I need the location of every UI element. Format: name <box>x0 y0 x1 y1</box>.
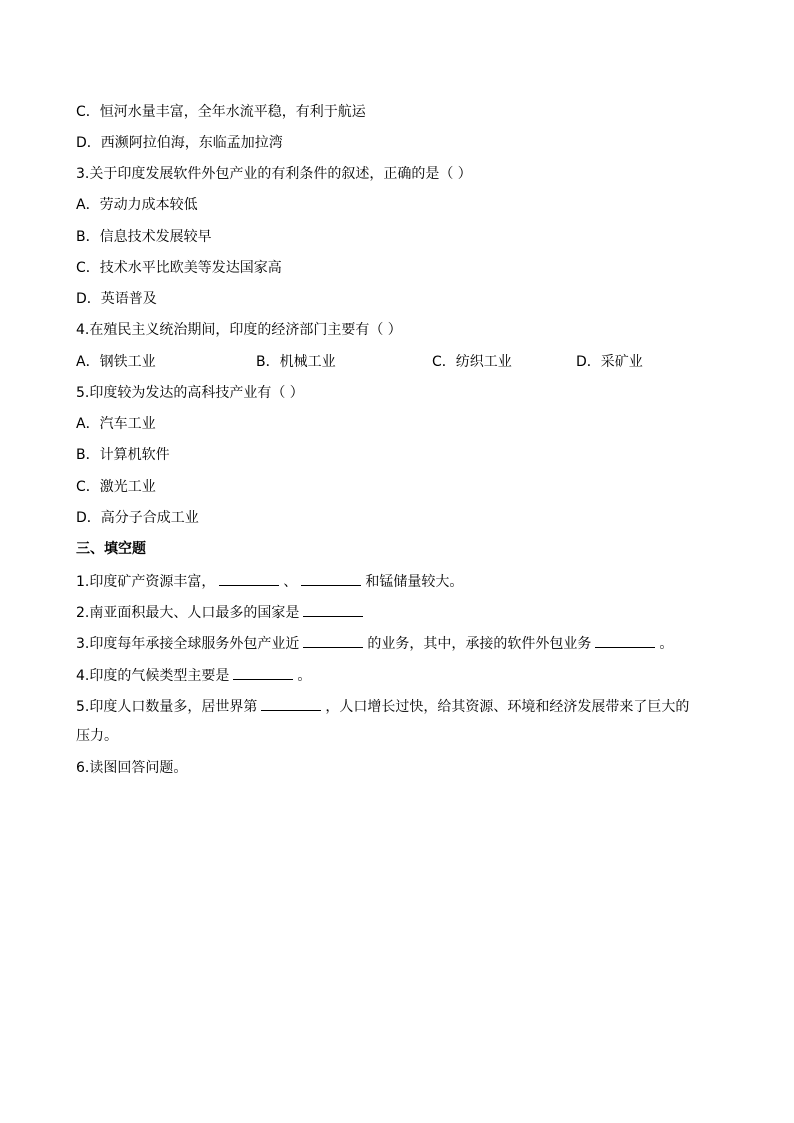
fill-question-6: 6.读图回答问题。 <box>76 760 188 776</box>
fill-question-1 <box>76 570 463 590</box>
fill-3-text-b: 的业务，其中，承接的软件外包业务 <box>367 636 592 652</box>
question-4-option-b: B．机械工业 <box>256 354 336 370</box>
option-c-ganges: C．恒河水量丰富，全年水流平稳，有利于航运 <box>76 104 366 120</box>
option-d-seas: D．西濒阿拉伯海，东临孟加拉湾 <box>76 135 283 151</box>
question-4-option-d: D．采矿业 <box>576 354 643 370</box>
fill-3-text-a: 3.印度每年承接全球服务外包产业近 <box>76 636 300 652</box>
fill-5-text-a: 5.印度人口数量多，居世界第 <box>76 699 258 715</box>
fill-question-3 <box>76 632 673 652</box>
fill-2-blank[interactable] <box>303 601 363 617</box>
question-3-option-d: D．英语普及 <box>76 291 157 307</box>
fill-4-text-a: 4.印度的气候类型主要是 <box>76 668 230 684</box>
fill-5-text-b: ，人口增长过快，给其资源、环境和经济发展带来了巨大的 <box>325 699 690 715</box>
fill-3-blank-2[interactable] <box>595 632 655 648</box>
question-5-option-c: C．激光工业 <box>76 479 156 495</box>
question-4-stem: 4.在殖民主义统治期间，印度的经济部门主要有（ ） <box>76 322 402 338</box>
question-4-option-a: A．钢铁工业 <box>76 354 156 370</box>
fill-1-text-b: 和锰储量较大。 <box>365 574 464 590</box>
fill-question-2 <box>76 601 367 621</box>
section-3-heading: 三、填空题 <box>76 541 146 557</box>
question-4-options <box>76 352 716 372</box>
fill-3-blank-1[interactable] <box>303 632 363 648</box>
fill-1-separator: 、 <box>283 574 298 590</box>
question-5-option-a: A．汽车工业 <box>76 416 156 432</box>
fill-1-blank-1[interactable] <box>219 570 279 586</box>
question-3-option-b: B．信息技术发展较早 <box>76 229 212 245</box>
fill-1-blank-2[interactable] <box>301 570 361 586</box>
question-4-option-c: C．纺织工业 <box>432 354 512 370</box>
fill-question-5-continued: 压力。 <box>76 728 118 744</box>
question-5-stem: 5.印度较为发达的高科技产业有（ ） <box>76 385 304 401</box>
fill-1-text-a: 1.印度矿产资源丰富， <box>76 574 216 590</box>
fill-2-text: 2.南亚面积最大、人口最多的国家是 <box>76 605 300 621</box>
fill-4-text-b: 。 <box>297 668 312 684</box>
fill-question-5 <box>76 695 689 715</box>
fill-3-text-c: 。 <box>659 636 674 652</box>
question-5-option-b: B．计算机软件 <box>76 447 170 463</box>
question-5-option-d: D．高分子合成工业 <box>76 510 199 526</box>
question-3-option-a: A．劳动力成本较低 <box>76 197 198 213</box>
fill-question-4 <box>76 664 311 684</box>
question-3-stem: 3.关于印度发展软件外包产业的有利条件的叙述，正确的是（ ） <box>76 166 472 182</box>
fill-4-blank[interactable] <box>233 664 293 680</box>
question-3-option-c: C．技术水平比欧美等发达国家高 <box>76 260 282 276</box>
fill-5-blank[interactable] <box>261 695 321 711</box>
